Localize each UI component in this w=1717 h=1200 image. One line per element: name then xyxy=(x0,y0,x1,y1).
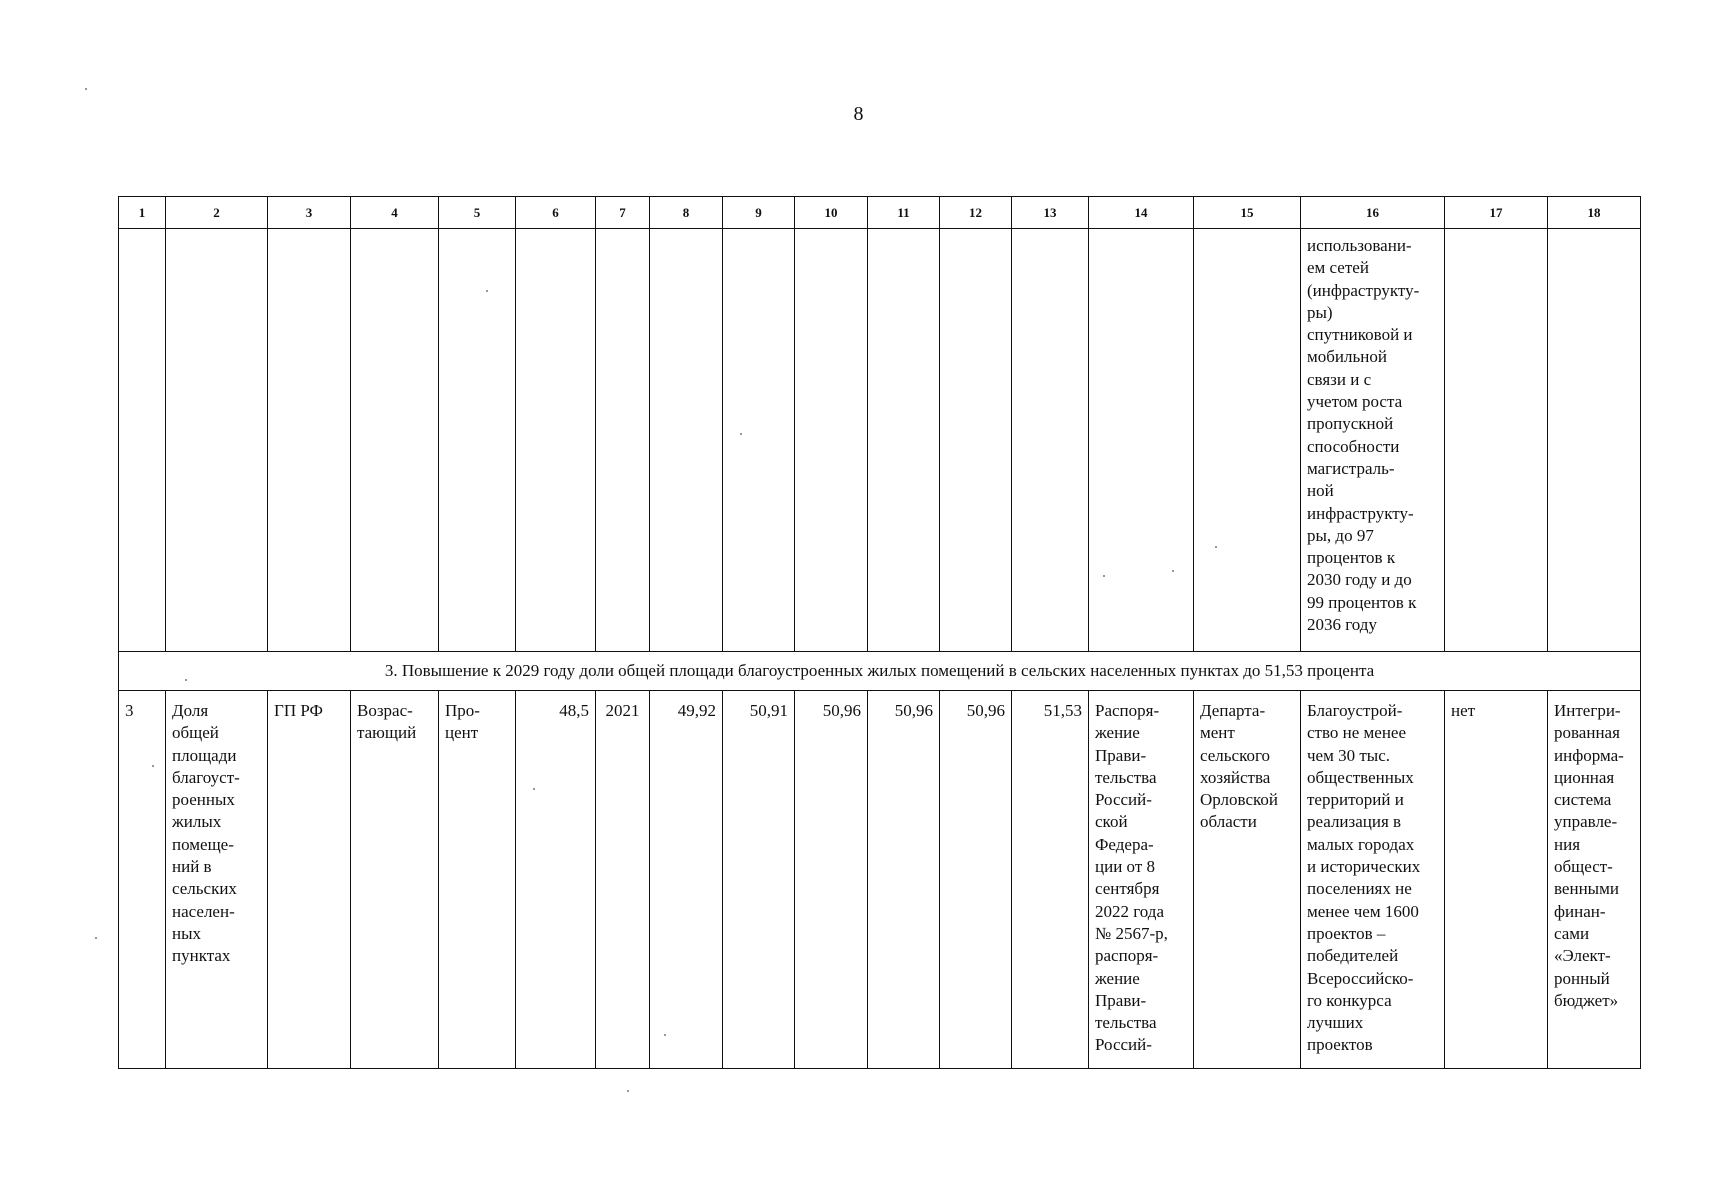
cell-line: победителей xyxy=(1307,946,1399,966)
indicator-level: ГП РФ xyxy=(268,691,351,1069)
information-system xyxy=(1548,691,1641,1069)
column-number: 15 xyxy=(1194,197,1301,229)
cell-line: сельского xyxy=(1200,745,1271,765)
empty-cell xyxy=(596,229,650,652)
cell-line: ний в xyxy=(172,857,212,877)
empty-cell xyxy=(166,229,268,652)
cell-line: области xyxy=(1200,812,1257,832)
column-number: 2 xyxy=(166,197,268,229)
indicator-trend xyxy=(351,691,439,1069)
indicator-unit xyxy=(439,691,516,1069)
scan-speck xyxy=(1172,570,1174,572)
cell-line: ционная xyxy=(1554,767,1615,787)
cell-line: менее чем 1600 xyxy=(1307,901,1419,921)
empty-cell xyxy=(1012,229,1089,652)
cell-line: 2030 году и до xyxy=(1307,570,1412,590)
cell-line: Про- xyxy=(445,701,480,720)
cell-line: ной xyxy=(1307,481,1334,501)
cell-line: Интегри- xyxy=(1554,701,1621,720)
cell-line: ронный xyxy=(1554,968,1610,988)
cell-line: тающий xyxy=(357,723,417,743)
empty-cell xyxy=(1089,229,1194,652)
cell-line: ры) xyxy=(1307,302,1333,322)
responsible-body xyxy=(1194,691,1301,1069)
cell-line: система xyxy=(1554,790,1612,810)
cell-line: общественных xyxy=(1307,767,1414,787)
cell-line: площади xyxy=(172,745,237,765)
related-goal xyxy=(1301,691,1445,1069)
cell-line: пунктах xyxy=(172,946,231,966)
cell-line: сами xyxy=(1554,923,1590,943)
cell-line: ры, до 97 xyxy=(1307,525,1374,545)
empty-cell xyxy=(268,229,351,652)
value-cell: 50,96 xyxy=(868,691,940,1069)
column-number: 5 xyxy=(439,197,516,229)
empty-cell xyxy=(1548,229,1641,652)
column-number: 7 xyxy=(596,197,650,229)
empty-cell xyxy=(439,229,516,652)
cell-line: реализация в xyxy=(1307,812,1402,832)
cell-line: венными xyxy=(1554,879,1619,899)
section-row xyxy=(119,652,1641,691)
cell-line: пропускной xyxy=(1307,414,1394,434)
scan-speck xyxy=(1215,546,1217,548)
cell-line: жение xyxy=(1095,968,1140,988)
cell-line: ство не менее xyxy=(1307,723,1407,743)
cell-line: территорий и xyxy=(1307,790,1404,810)
cell-line: Россий- xyxy=(1095,1035,1152,1055)
cell-line: сельских xyxy=(172,879,237,899)
scan-speck xyxy=(533,788,535,790)
base-year: 2021 xyxy=(596,691,650,1069)
cell-line: Всероссийско- xyxy=(1307,968,1414,988)
legal-document xyxy=(1089,691,1194,1069)
cell-line: лучших xyxy=(1307,1013,1364,1033)
cell-line: 99 процентов к xyxy=(1307,592,1417,612)
cell-line: управле- xyxy=(1554,812,1618,832)
column-number: 8 xyxy=(650,197,723,229)
column-number: 1 xyxy=(119,197,166,229)
column-number: 11 xyxy=(868,197,940,229)
cell-line: Орловской xyxy=(1200,790,1279,810)
base-value: 48,5 xyxy=(516,691,596,1069)
cell-line: населен- xyxy=(172,901,235,921)
cell-line: магистраль- xyxy=(1307,458,1395,478)
flag-cell: нет xyxy=(1445,691,1548,1069)
value-cell: 49,92 xyxy=(650,691,723,1069)
empty-cell xyxy=(868,229,940,652)
cell-line: Федера- xyxy=(1095,834,1154,854)
value-cell: 50,96 xyxy=(795,691,868,1069)
cell-line: способности xyxy=(1307,436,1400,456)
continuation-row xyxy=(119,229,1641,652)
cell-line: чем 30 тыс. xyxy=(1307,745,1390,765)
cell-line: Доля xyxy=(172,701,209,720)
empty-cell xyxy=(516,229,596,652)
cell-line: и исторических xyxy=(1307,857,1421,877)
cell-line: го конкурса xyxy=(1307,990,1392,1010)
scan-speck xyxy=(1103,575,1105,577)
cell-line: финан- xyxy=(1554,901,1606,921)
indicators-table xyxy=(118,196,1641,1069)
column-number: 3 xyxy=(268,197,351,229)
cell-line: № 2567-р, xyxy=(1095,923,1168,943)
section-title: 3. Повышение к 2029 году доли общей площади благоустроенных жилых помещений в сельских населенных пунктах до 51,53 процента xyxy=(119,652,1641,691)
cell-line: общей xyxy=(172,723,219,743)
column-number: 6 xyxy=(516,197,596,229)
value-cell: 51,53 xyxy=(1012,691,1089,1069)
empty-cell xyxy=(1445,229,1548,652)
cell-line: Благоустрой- xyxy=(1307,701,1403,720)
scan-speck xyxy=(627,1090,629,1092)
cell-line: мобильной xyxy=(1307,347,1387,367)
indicator-row xyxy=(119,691,1641,1069)
column-number: 18 xyxy=(1548,197,1641,229)
cell-line: тельства xyxy=(1095,767,1157,787)
column-number: 16 xyxy=(1301,197,1445,229)
empty-cell xyxy=(723,229,795,652)
scan-speck xyxy=(664,1034,666,1036)
cell-line: распоря- xyxy=(1095,946,1159,966)
empty-cell xyxy=(940,229,1012,652)
cell-line: общест- xyxy=(1554,857,1613,877)
value-cell: 50,96 xyxy=(940,691,1012,1069)
row-number: 3 xyxy=(119,691,166,1069)
cell-line: благоуст- xyxy=(172,767,240,787)
cell-line: учетом роста xyxy=(1307,392,1403,412)
cell-line: малых городах xyxy=(1307,834,1415,854)
cell-line: проектов xyxy=(1307,1035,1373,1055)
value-cell: 50,91 xyxy=(723,691,795,1069)
scan-speck xyxy=(185,679,187,681)
scan-speck xyxy=(740,433,742,435)
cell-line: сентября xyxy=(1095,879,1160,899)
cell-line: мент xyxy=(1200,723,1235,743)
column-number: 13 xyxy=(1012,197,1089,229)
cell-line: жение xyxy=(1095,723,1140,743)
cell-line: использовани- xyxy=(1307,236,1412,255)
cell-line: рованная xyxy=(1554,723,1620,743)
column-number: 17 xyxy=(1445,197,1548,229)
cell-line: бюджет» xyxy=(1554,990,1619,1010)
cell-line: жилых xyxy=(172,812,222,832)
cell-line: Прави- xyxy=(1095,745,1147,765)
page-number: 8 xyxy=(853,103,864,125)
cell-line: Департа- xyxy=(1200,701,1266,720)
cell-line: Россий- xyxy=(1095,790,1152,810)
indicator-name xyxy=(166,691,268,1069)
cell-line: помеще- xyxy=(172,834,234,854)
column-number: 14 xyxy=(1089,197,1194,229)
cell-line: (инфраструкту- xyxy=(1307,280,1420,300)
cell-line: Распоря- xyxy=(1095,701,1160,720)
scan-speck xyxy=(85,88,87,90)
cell-line: связи и с xyxy=(1307,369,1372,389)
empty-cell xyxy=(650,229,723,652)
cell-line: тельства xyxy=(1095,1013,1157,1033)
scan-speck xyxy=(152,765,154,767)
cell-line: Прави- xyxy=(1095,990,1147,1010)
cell-line: спутниковой и xyxy=(1307,325,1413,345)
cell-line: Возрас- xyxy=(357,701,413,720)
empty-cell xyxy=(351,229,439,652)
continuation-goal-text xyxy=(1301,229,1445,652)
empty-cell xyxy=(119,229,166,652)
cell-line: ции от 8 xyxy=(1095,857,1155,877)
cell-line: 2036 году xyxy=(1307,615,1377,635)
cell-line: проектов – xyxy=(1307,923,1386,943)
scan-speck xyxy=(486,290,488,292)
cell-line: «Элект- xyxy=(1554,946,1611,966)
cell-line: 2022 года xyxy=(1095,901,1165,921)
cell-line: инфраструкту- xyxy=(1307,503,1414,523)
cell-line: поселениях не xyxy=(1307,879,1412,899)
cell-line: ем сетей xyxy=(1307,258,1369,278)
cell-line: роенных xyxy=(172,790,235,810)
cell-line: ской xyxy=(1095,812,1128,832)
cell-line: информа- xyxy=(1554,745,1624,765)
cell-line: цент xyxy=(445,723,479,743)
column-number: 9 xyxy=(723,197,795,229)
cell-line: ных xyxy=(172,923,202,943)
empty-cell xyxy=(1194,229,1301,652)
cell-line: хозяйства xyxy=(1200,767,1271,787)
column-number: 10 xyxy=(795,197,868,229)
scan-speck xyxy=(95,937,97,939)
empty-cell xyxy=(795,229,868,652)
column-number: 12 xyxy=(940,197,1012,229)
cell-line: процентов к xyxy=(1307,548,1396,568)
column-number-row xyxy=(119,197,1641,229)
column-number: 4 xyxy=(351,197,439,229)
cell-line: ния xyxy=(1554,834,1581,854)
